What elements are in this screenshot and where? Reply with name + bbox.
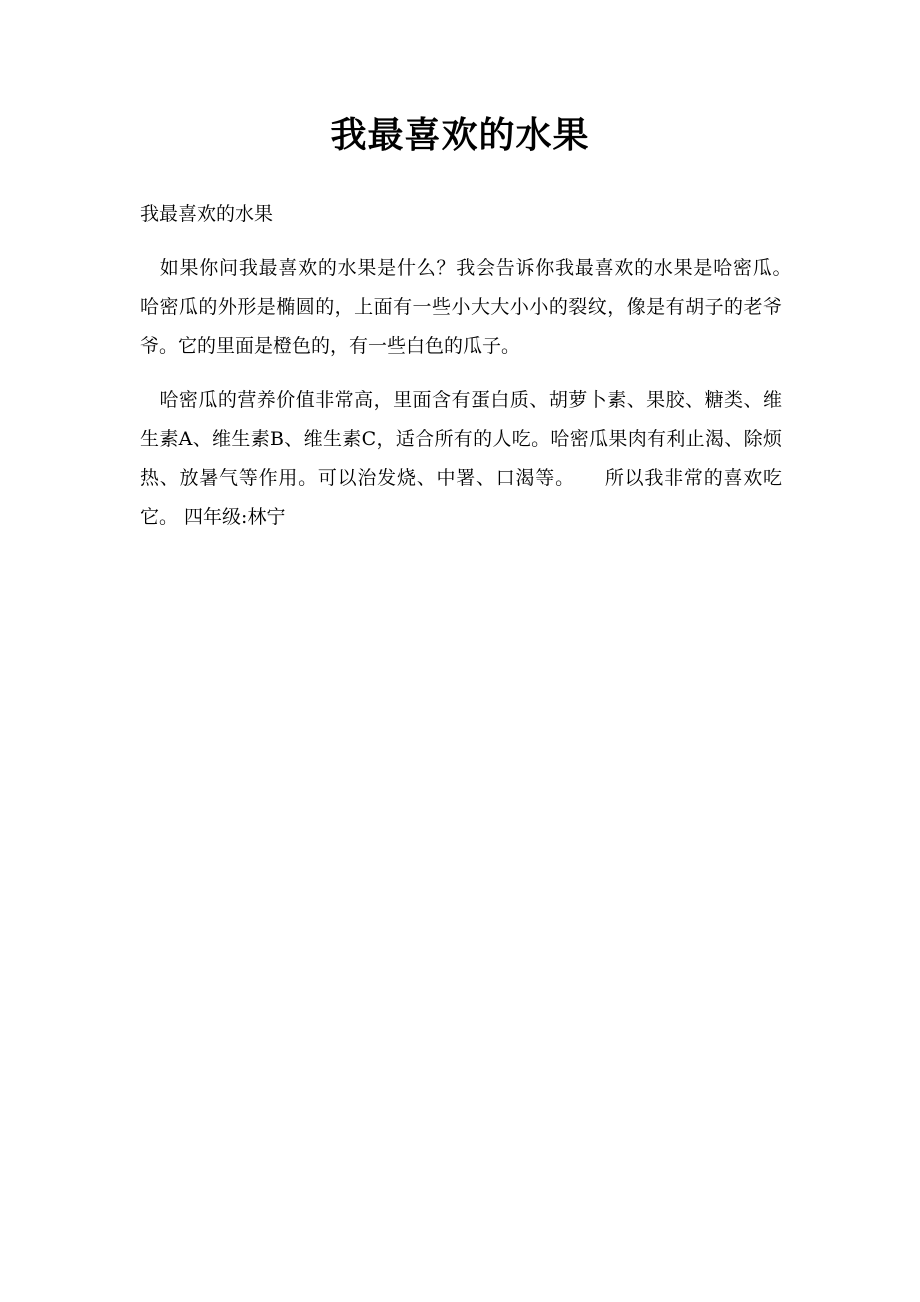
document-subtitle: 我最喜欢的水果	[140, 203, 274, 225]
paragraph-1: 如果你问我最喜欢的水果是什么？我会告诉你我最喜欢的水果是哈密瓜。 哈密瓜的外形是椭圆的，上面有一些小大大小小的裂纹，像是有胡子的老爷爷。它的里面是橙色的，有一些白色的瓜子。	[140, 257, 821, 357]
document-title: 我最喜欢的水果	[330, 115, 590, 156]
paragraph-2: 哈密瓜的营养价值非常高，里面含有蛋白质、胡萝卜素、果胶、糖类、维生素A、维生素B、维生素C，适合所有的人吃。哈密瓜果肉有利止渴、除烦热、放暑气等作用。可以治发烧、中署、口渴等。 所以我非常的喜欢吃它。 四年级:林宁	[140, 389, 782, 528]
